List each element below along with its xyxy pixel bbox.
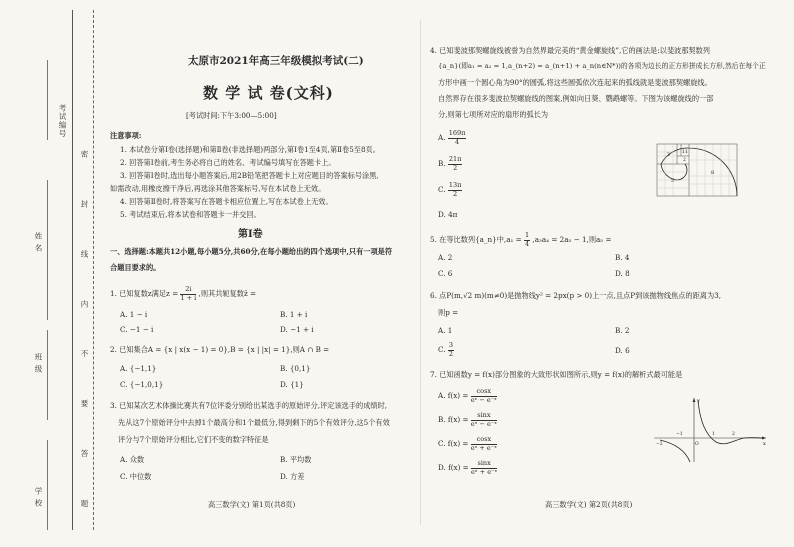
q3-option-c: C. 中位数 xyxy=(120,472,152,481)
part-1-instructions: 一、选择题:本题共12小题,每小题5分,共60分,在每小题给出的四个选项中,只有一项是符 xyxy=(110,247,393,256)
note-item: 5. 考试结束后,将本试卷和答题卡一并交回。 xyxy=(120,210,261,219)
q5-option-a: A. 2 xyxy=(438,253,453,262)
q6-option-b: B. 2 xyxy=(615,326,630,335)
q7-d-den: eˣ + e⁻ˣ xyxy=(471,467,498,476)
page-footer-2: 高三数学(文) 第2页(共8页) xyxy=(545,500,633,509)
q6-c-den: 2 xyxy=(448,349,453,358)
q7-function-graph xyxy=(652,394,770,466)
q3-option-d: D. 方差 xyxy=(280,472,305,481)
seal-line-notice: 密 封 线 内 不 要 答 题 xyxy=(80,150,89,527)
seal-dashed-line xyxy=(93,10,94,530)
q5-option-d: D. 8 xyxy=(615,269,630,278)
q1-option-b: B. 1 + i xyxy=(280,310,308,319)
note-item: 4. 回答第Ⅱ卷时,将答案写在答题卡相应位置上,写在本试卷上无效。 xyxy=(120,197,333,206)
q4-option-a: A. $\frac{169\pi}{4}$ xyxy=(438,129,466,146)
q7-a-den: eˣ − e⁻ˣ xyxy=(470,395,497,404)
question-3-stem-cont: 先从这7个原始评分中去掉1个最高分和1个最低分,得到剩下的5个有效评分,这5个有效 xyxy=(118,418,390,427)
q7-c-den: eˣ + e⁻ˣ xyxy=(470,443,497,452)
q7-b-den: eˣ − e⁻ˣ xyxy=(470,419,497,428)
q7-option-c xyxy=(438,436,497,452)
fig-label-2: 2 xyxy=(683,158,686,163)
question-4-stem-cont: 分,则第七项所对应的扇形的弧长为 xyxy=(438,110,549,119)
fig-label-8: 8 xyxy=(711,170,715,176)
q4-c-num: 13π xyxy=(448,181,462,189)
q1-stem-b: ,则其共轭复数z̄ = xyxy=(198,289,257,298)
q5-option-c: C. 6 xyxy=(438,269,453,278)
q3-option-a: A. 众数 xyxy=(120,455,145,464)
question-3-stem: 3. 已知某次艺术体操比赛共有7位评委分别给出某选手的原始评分,评定该选手的成绩时, xyxy=(110,401,388,410)
note-item: 如需改动,用橡皮擦干净后,再选涂其他答案标号,写在本试卷上无效。 xyxy=(110,184,326,193)
question-7-stem: 7. 已知函数y = f(x)部分图象的大致形状如图所示,则y = f(x)的解析式最可能是 xyxy=(430,370,683,379)
graph-tick-label: −2 xyxy=(656,442,663,447)
q7-b-prefix: B. f(x) = xyxy=(438,415,469,424)
notes-heading: 注意事项: xyxy=(110,131,142,140)
q4-option-c: C. $\frac{13\pi}{2}$ xyxy=(438,181,462,198)
q5-frac-den: 4 xyxy=(524,239,530,248)
q7-c-prefix: C. f(x) = xyxy=(438,439,469,448)
q6-option-a: A. 1 xyxy=(438,326,453,335)
q5-stem-a: 5. 在等比数列{a_n}中,a₁ = xyxy=(430,235,522,244)
q7-option-a xyxy=(438,388,497,404)
question-1-stem xyxy=(110,286,256,302)
graph-tick-label: −1 xyxy=(676,432,683,437)
graph-origin-label: O xyxy=(695,442,699,447)
q1-option-c: C. −1 − i xyxy=(120,325,154,334)
graph-x-label: x xyxy=(763,441,766,447)
q1-frac-den: 1 + i xyxy=(180,293,197,302)
q4-a-den: 4 xyxy=(455,137,460,146)
exam-no-label: 考试编号 xyxy=(58,104,67,138)
q6-option-d: D. 6 xyxy=(615,346,630,355)
q4-b-den: 2 xyxy=(453,163,458,172)
question-6-stem-cont: 则p = xyxy=(438,308,459,317)
exam-no-underline xyxy=(47,60,48,140)
q2-option-c: C. {−1,0,1} xyxy=(120,380,164,389)
graph-curve-right xyxy=(698,400,764,444)
school-label: 学 校 xyxy=(34,487,43,508)
note-item: 1. 本试卷分第Ⅰ卷(选择题)和第Ⅱ卷(非选择题)两部分,第Ⅰ卷1至4页,第Ⅱ卷5至8页。 xyxy=(120,145,380,154)
fig-label-1b: 1 xyxy=(685,150,688,155)
q4-option-b: B. $\frac{21\pi}{2}$ xyxy=(438,155,462,172)
part-1-instructions-cont: 合题目要求的。 xyxy=(110,263,161,272)
binding-strip xyxy=(0,0,100,547)
spiral-grid xyxy=(657,144,737,196)
class-underline xyxy=(47,330,48,420)
note-item: 3. 回答第Ⅰ卷时,选出每小题答案后,用2B铅笔把答题卡上对应题目的答案标号涂黑, xyxy=(120,171,379,180)
question-5-stem xyxy=(430,232,611,248)
q1-frac-num: 2i xyxy=(180,286,196,295)
q7-d-prefix: D. f(x) = xyxy=(438,463,469,472)
graph-tick-label: 1 xyxy=(712,432,715,437)
q7-a-prefix: A. f(x) = xyxy=(438,391,469,400)
q4-c-den: 2 xyxy=(453,189,458,198)
q5-stem-b: ,a₃a₄ = 2a₅ − 1,则a₅ = xyxy=(532,235,612,244)
question-3-stem-cont: 评分与7个原始评分相比,它们不变的数字特征是 xyxy=(118,435,269,444)
q6-c-num: 3 xyxy=(448,341,453,349)
school-underline xyxy=(47,440,48,530)
note-item: 2. 回答第Ⅰ卷前,考生务必将自己的姓名、考试编号填写在答题卡上。 xyxy=(120,158,336,167)
q6-option-c: C. $\frac{3}{2}$ xyxy=(438,341,453,358)
q4-b-num: 21π xyxy=(448,155,462,163)
q1-option-a: A. 1 − i xyxy=(120,310,148,319)
q1-fraction xyxy=(180,286,196,302)
graph-tick-label: 2 xyxy=(732,432,735,437)
binding-line xyxy=(72,10,73,530)
class-label: 班 级 xyxy=(34,353,43,374)
question-4-stem-cont: 方形中画一个圆心角为90°的圆弧,将这些圆弧依次连起来的弧线就是斐波那契螺旋线。 xyxy=(438,78,712,87)
q4-option-d: D. 4π xyxy=(438,210,458,219)
q2-option-a: A. {−1,1} xyxy=(120,364,157,373)
question-4-stem-cont: {a_n}(即a₁ = a₂ = 1,a_(n+2) = a_(n+1) + a_n(n∈N*))的各项为边长的正方形拼成长方形,然后在每个正 xyxy=(438,62,766,70)
q7-b-num: sinx xyxy=(471,412,497,421)
part-1-title: 第Ⅰ卷 xyxy=(238,229,263,240)
q7-option-b xyxy=(438,412,497,428)
fig-label-5: 5 xyxy=(671,179,674,184)
fig-label-1: 1 xyxy=(682,150,685,155)
q1-option-d: D. −1 + i xyxy=(280,325,314,334)
exam-time: [考试时间:下午3:00—5:00] xyxy=(186,111,277,120)
q5-option-b: B. 4 xyxy=(615,253,630,262)
question-4-stem: 4. 已知斐波那契螺旋线被誉为自然界最完美的“黄金螺旋线”,它的画法是:以斐波那契数列 xyxy=(430,46,710,55)
name-underline xyxy=(47,180,48,320)
page-footer-1: 高三数学(文) 第1页(共8页) xyxy=(208,500,296,509)
exam-title: 太原市2021年高三年级模拟考试(二) xyxy=(188,55,364,67)
fig-label-3: 3 xyxy=(667,153,670,158)
q5-frac-num: 1 xyxy=(524,231,530,239)
q3-option-b: B. 平均数 xyxy=(280,455,312,464)
q7-option-d xyxy=(438,460,497,476)
q7-c-num: cosx xyxy=(471,436,497,445)
graph-curve-left xyxy=(660,440,690,462)
question-2-stem: 2. 已知集合A = {x | x(x − 1) = 0},B = {x | |x| = 1},则A ∩ B = xyxy=(110,345,330,354)
question-4-stem-cont: 自然界存在很多斐波拉契螺旋线的图案,例如向日葵、鹦鹉螺等。下图为该螺旋线的一部 xyxy=(438,94,714,103)
page-divider xyxy=(420,20,421,525)
fibonacci-spiral-figure xyxy=(655,140,745,202)
graph-y-label: y xyxy=(697,398,700,404)
subject-title: 数 学 试 卷(文科) xyxy=(203,84,334,102)
q7-d-num: sinx xyxy=(471,460,497,469)
name-label: 姓 名 xyxy=(34,232,43,253)
q4-a-num: 169π xyxy=(448,129,466,137)
graph-y-arrow xyxy=(693,398,696,402)
q7-a-num: cosx xyxy=(471,388,497,397)
q2-option-b: B. {0,1} xyxy=(280,364,311,373)
question-6-stem: 6. 点P(m,√2 m)(m≠0)是抛物线y² = 2px(p > 0)上一点,且点P到该抛物线焦点的距离为3, xyxy=(430,291,722,300)
q1-stem-a: 1. 已知复数z满足z = xyxy=(110,289,179,298)
q2-option-d: D. {1} xyxy=(280,380,304,389)
